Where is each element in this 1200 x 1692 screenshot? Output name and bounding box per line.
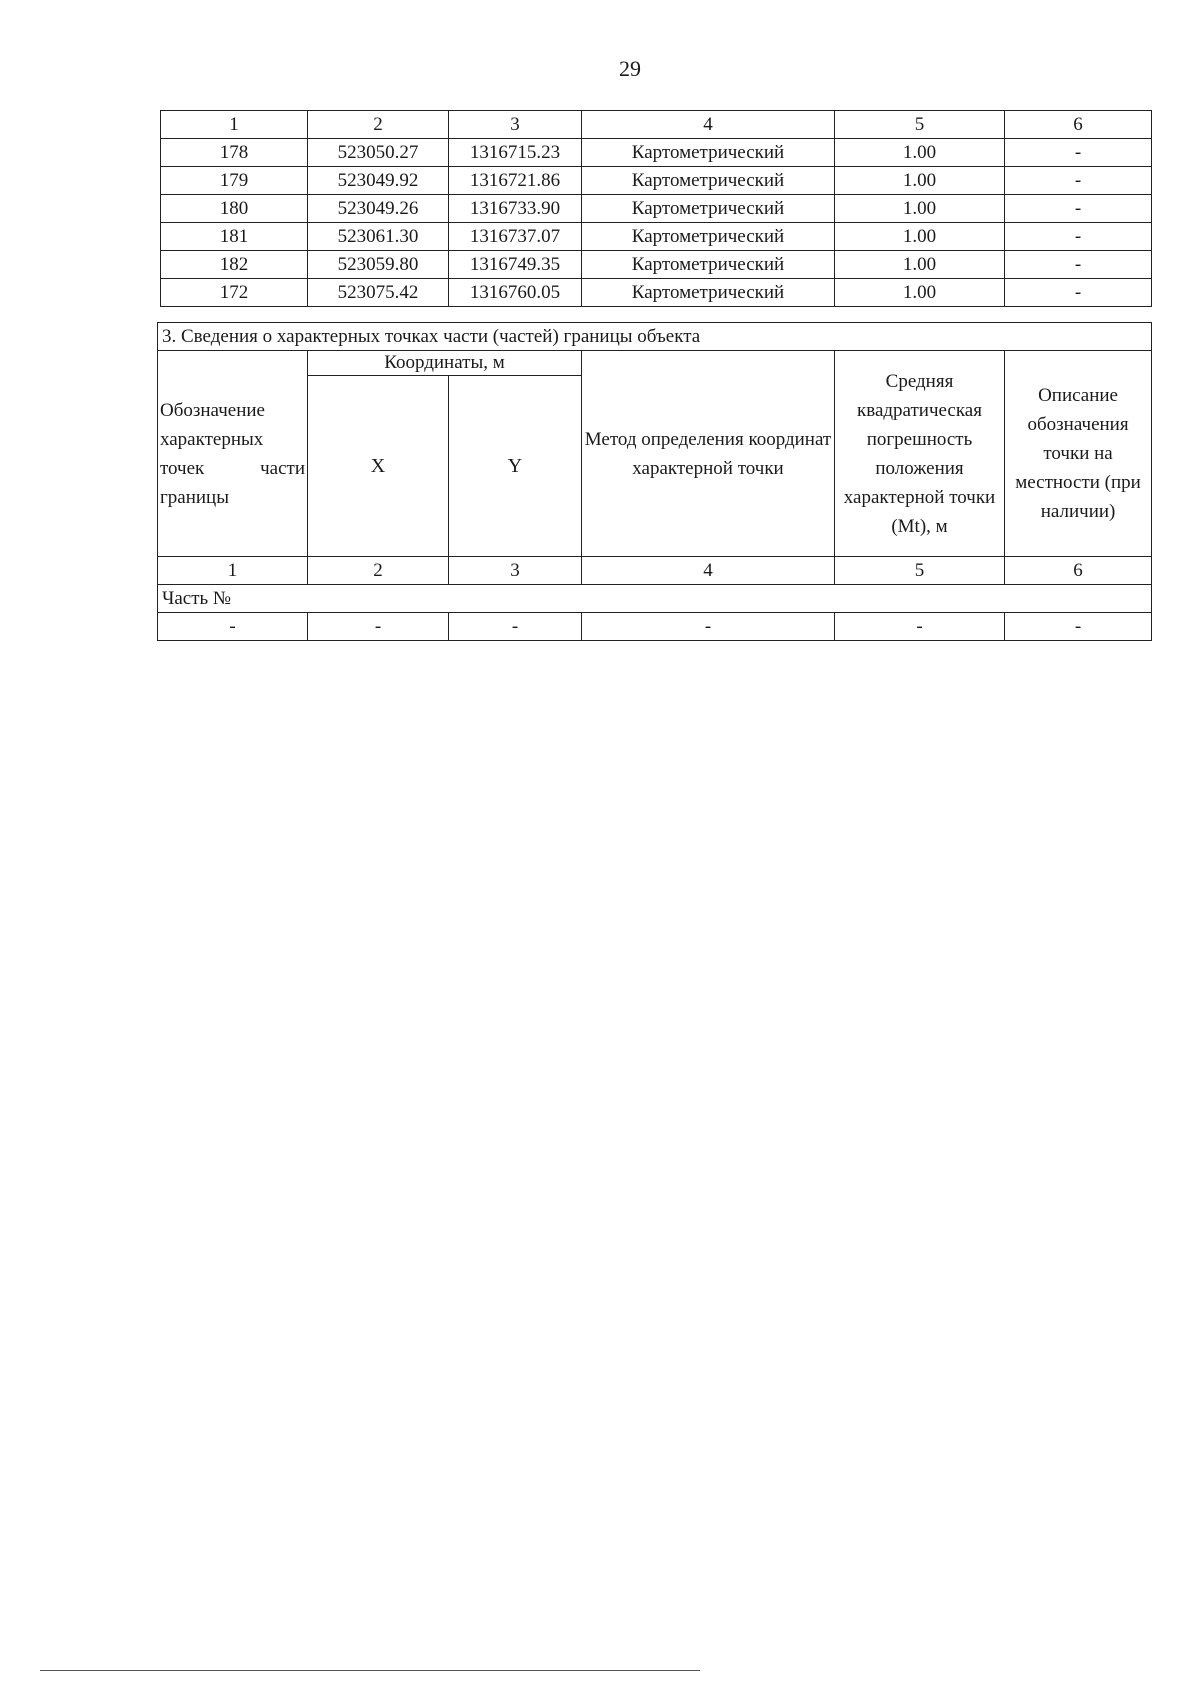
table-cell: Картометрический	[582, 251, 835, 279]
table-row	[161, 279, 1152, 307]
header-cell: 4	[582, 111, 835, 139]
column-number: 6	[1005, 557, 1152, 585]
table-cell: 1316733.90	[449, 195, 582, 223]
table-cell: -	[158, 613, 308, 641]
method-header: Метод определения координат характерной точки	[582, 351, 835, 557]
table-cell: -	[1005, 279, 1152, 307]
table-cell: 1316749.35	[449, 251, 582, 279]
table-cell: 1.00	[835, 139, 1005, 167]
part-label-row	[158, 585, 1152, 613]
section-header-row	[158, 351, 1152, 376]
column-number: 5	[835, 557, 1005, 585]
table-row	[161, 195, 1152, 223]
table-cell: 179	[161, 167, 308, 195]
column-number: 2	[308, 557, 449, 585]
x-header: X	[308, 376, 449, 557]
coordinates-table	[160, 110, 1152, 307]
table-cell: 181	[161, 223, 308, 251]
section-title-row	[158, 323, 1152, 351]
column-number: 1	[158, 557, 308, 585]
header-cell: 2	[308, 111, 449, 139]
table-cell: -	[308, 613, 449, 641]
header-cell: 5	[835, 111, 1005, 139]
error-header: Средняя квадратическая погрешность положения характерной точки (Mt), м	[835, 351, 1005, 557]
table-cell: 1.00	[835, 279, 1005, 307]
section-title: 3. Сведения о характерных точках части (частей) границы объекта	[158, 323, 1152, 351]
bottom-divider	[40, 1670, 700, 1671]
table-cell: 1316737.07	[449, 223, 582, 251]
header-cell: 1	[161, 111, 308, 139]
table-cell: 1.00	[835, 195, 1005, 223]
table-cell: -	[1005, 613, 1152, 641]
coordinates-table-body	[161, 111, 1152, 307]
part-label: Часть №	[158, 585, 1152, 613]
table-cell: 523059.80	[308, 251, 449, 279]
table-cell: Картометрический	[582, 167, 835, 195]
table-cell: 1316760.05	[449, 279, 582, 307]
column-number: 3	[449, 557, 582, 585]
table-cell: -	[1005, 167, 1152, 195]
table-cell: 1316715.23	[449, 139, 582, 167]
table-cell: 178	[161, 139, 308, 167]
table-cell: 1.00	[835, 223, 1005, 251]
table-cell: -	[1005, 139, 1152, 167]
table-cell: 1.00	[835, 167, 1005, 195]
designation-header: Обозначение характерных точек части границы	[158, 351, 308, 557]
page-number: 29	[619, 56, 641, 81]
description-header: Описание обозначения точки на местности (при наличии)	[1005, 351, 1152, 557]
table-cell: 523049.26	[308, 195, 449, 223]
table-cell: Картометрический	[582, 139, 835, 167]
column-number: 4	[582, 557, 835, 585]
column-numbers-row	[158, 557, 1152, 585]
table-cell: 1316721.86	[449, 167, 582, 195]
table-cell: 523075.42	[308, 279, 449, 307]
table-cell: 523050.27	[308, 139, 449, 167]
table-cell: 523061.30	[308, 223, 449, 251]
table-cell: -	[835, 613, 1005, 641]
table-row	[161, 139, 1152, 167]
table-cell: -	[1005, 251, 1152, 279]
table-cell: Картометрический	[582, 195, 835, 223]
section3-table	[157, 322, 1152, 641]
y-header: Y	[449, 376, 582, 557]
empty-data-row	[158, 613, 1152, 641]
header-cell: 3	[449, 111, 582, 139]
table-header-row	[161, 111, 1152, 139]
table-cell: -	[582, 613, 835, 641]
table-row	[161, 167, 1152, 195]
table-cell: 1.00	[835, 251, 1005, 279]
table-cell: -	[449, 613, 582, 641]
table-row	[161, 251, 1152, 279]
table-cell: 523049.92	[308, 167, 449, 195]
table-cell: 180	[161, 195, 308, 223]
table-cell: -	[1005, 195, 1152, 223]
table-cell: 172	[161, 279, 308, 307]
table-row	[161, 223, 1152, 251]
table-cell: Картометрический	[582, 279, 835, 307]
table-cell: 182	[161, 251, 308, 279]
table-cell: -	[1005, 223, 1152, 251]
header-cell: 6	[1005, 111, 1152, 139]
table-cell: Картометрический	[582, 223, 835, 251]
coordinates-header: Координаты, м	[308, 351, 582, 376]
